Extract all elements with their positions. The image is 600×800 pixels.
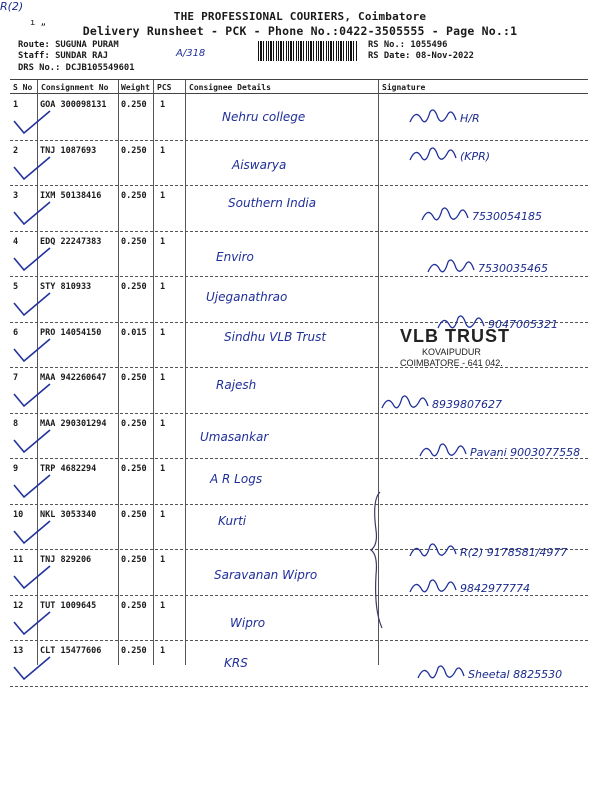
rs-date: RS Date: 08-Nov-2022 <box>368 51 474 61</box>
row-consignment: CLT 15477606 <box>40 646 102 656</box>
row-consignment: TUT 1009645 <box>40 600 97 611</box>
consignee-handwriting: Nehru college <box>222 110 306 124</box>
row-consignment: GOA 300098131 <box>40 100 107 110</box>
drs-number: DRS No.: DCJB105549601 <box>18 63 135 73</box>
row-weight: 0.250 <box>121 464 147 474</box>
check-mark-icon <box>12 109 52 139</box>
row-consignment: NKL 3053340 <box>40 509 97 520</box>
row-weight: 0.250 <box>121 646 147 656</box>
route-label: Route: SUGUNA PURAM <box>18 40 119 50</box>
check-mark-icon <box>12 200 52 230</box>
row-pcs: 1 <box>160 418 166 429</box>
row-pcs: 1 <box>160 555 166 565</box>
page-annotation: A/318 <box>176 48 206 59</box>
signature-scribble-icon <box>420 204 470 226</box>
row-weight: 0.015 <box>121 327 147 338</box>
staff-label: Staff: SUNDAR RAJ <box>18 51 109 61</box>
signature-handwriting: Pavani 9003077558 <box>470 446 581 459</box>
stamp-line2: COIMBATORE - 641 042. <box>400 358 503 368</box>
col-header-consignment: Consignment No <box>41 83 109 92</box>
check-mark-icon <box>12 655 52 685</box>
check-mark-icon <box>12 155 52 185</box>
row-weight: 0.250 <box>121 373 147 383</box>
col-header-sno: S No <box>13 83 33 92</box>
consignee-handwriting: Wipro <box>230 616 266 630</box>
row-sno: 11 <box>13 555 24 565</box>
header-bottom-rule <box>10 93 588 94</box>
check-mark-icon <box>12 519 52 549</box>
row-separator <box>10 686 588 687</box>
check-mark-icon <box>12 610 52 640</box>
row-pcs: 1 <box>160 646 166 656</box>
rs-number: RS No.: 1055496 <box>368 40 448 50</box>
row-sno: 10 <box>13 509 24 520</box>
signature-handwriting: R(2) <box>0 0 24 13</box>
signature-scribble-icon <box>380 392 430 414</box>
row-consignment: PRO 14054150 <box>40 327 102 338</box>
signature-handwriting: 8939807627 <box>432 398 502 411</box>
row-weight: 0.250 <box>121 600 147 611</box>
consignee-handwriting: Southern India <box>228 196 317 210</box>
signature-scribble-icon <box>408 540 458 562</box>
check-mark-icon <box>12 428 52 458</box>
signature-handwriting: R(2) 9178581/4977 <box>460 546 568 559</box>
barcode <box>258 41 358 61</box>
row-pcs: 1 <box>160 509 166 520</box>
row-pcs: 1 <box>160 373 166 383</box>
table-top-rule <box>10 79 588 80</box>
col-header-weight: Weight <box>121 83 150 92</box>
row-pcs: 1 <box>160 327 166 338</box>
consignee-handwriting: Kurti <box>218 514 247 528</box>
row-weight: 0.250 <box>121 509 147 520</box>
row-weight: 0.250 <box>121 100 147 110</box>
row-pcs: 1 <box>160 600 166 611</box>
table-row <box>0 141 600 187</box>
row-sno: 1 <box>13 100 19 110</box>
consignee-handwriting: KRS <box>224 656 248 670</box>
signature-handwriting: (KPR) <box>460 150 491 163</box>
signature-handwriting: 9842977774 <box>460 582 530 595</box>
signature-handwriting: 7530054185 <box>472 210 542 223</box>
consignee-handwriting: Sindhu VLB Trust <box>224 330 327 344</box>
signature-scribble-icon <box>408 576 458 598</box>
check-mark-icon <box>12 473 52 503</box>
row-consignment: STY 810933 <box>40 282 92 292</box>
row-weight: 0.250 <box>121 236 147 247</box>
row-weight: 0.250 <box>121 555 147 565</box>
consignee-handwriting: A R Logs <box>210 472 263 486</box>
row-consignment: MAA 290301294 <box>40 418 107 429</box>
signature-handwriting: 9047005321 <box>488 318 558 331</box>
signature-scribble-icon <box>436 312 486 334</box>
corner-mark: ı „ <box>30 18 46 28</box>
check-mark-icon <box>12 382 52 412</box>
row-weight: 0.250 <box>121 145 147 156</box>
signature-scribble-icon <box>408 144 458 166</box>
row-consignment: MAA 942260647 <box>40 373 107 383</box>
row-pcs: 1 <box>160 236 166 247</box>
row-sno: 13 <box>13 646 24 656</box>
consignee-handwriting: Enviro <box>216 250 254 264</box>
row-consignment: TNJ 829206 <box>40 555 92 565</box>
row-pcs: 1 <box>160 191 166 201</box>
stamp-name: VLB TRUST <box>400 326 510 346</box>
handwritten-bracket <box>368 490 388 630</box>
row-sno: 3 <box>13 191 19 201</box>
row-pcs: 1 <box>160 145 166 156</box>
signature-scribble-icon <box>416 662 466 684</box>
signature-scribble-icon <box>418 440 468 462</box>
row-pcs: 1 <box>160 282 166 292</box>
consignee-handwriting: Rajesh <box>216 378 257 392</box>
consignee-handwriting: Saravanan Wipro <box>214 568 318 582</box>
table-row <box>0 277 600 323</box>
company-title: THE PROFESSIONAL COURIERS, Coimbatore <box>173 10 427 23</box>
consignee-handwriting: Umasankar <box>200 430 269 444</box>
row-pcs: 1 <box>160 100 166 110</box>
signature-scribble-icon <box>408 106 458 128</box>
table-row <box>0 459 600 505</box>
check-mark-icon <box>12 337 52 367</box>
row-consignment: TRP 4682294 <box>40 464 97 474</box>
consignee-handwriting: Aiswarya <box>232 158 287 172</box>
table-row <box>0 596 600 642</box>
table-row <box>0 368 600 414</box>
row-sno: 12 <box>13 600 24 611</box>
col-header-signature: Signature <box>382 83 426 92</box>
row-sno: 8 <box>13 418 19 429</box>
signature-scribble-icon <box>426 256 476 278</box>
row-sno: 4 <box>13 236 19 247</box>
runsheet-subtitle: Delivery Runsheet - PCK - Phone No.:0422-3505555 - Page No.:1 <box>82 24 518 38</box>
row-sno: 2 <box>13 145 19 156</box>
row-consignment: TNJ 1087693 <box>40 145 97 156</box>
check-mark-icon <box>12 564 52 594</box>
col-header-pcs: PCS <box>157 83 172 92</box>
row-consignment: EDQ 22247383 <box>40 236 102 247</box>
row-weight: 0.250 <box>121 282 147 292</box>
stamp-line1: KOVAIPUDUR <box>422 347 481 357</box>
check-mark-icon <box>12 246 52 276</box>
table-row <box>0 505 600 551</box>
check-mark-icon <box>12 291 52 321</box>
row-sno: 6 <box>13 327 19 338</box>
signature-handwriting: H/R <box>460 112 480 125</box>
row-sno: 9 <box>13 464 19 474</box>
row-sno: 7 <box>13 373 19 383</box>
row-pcs: 1 <box>160 464 166 474</box>
signature-handwriting: 7530035465 <box>478 262 548 275</box>
row-weight: 0.250 <box>121 191 147 201</box>
row-weight: 0.250 <box>121 418 147 429</box>
consignee-handwriting: Ujeganathrao <box>206 290 288 304</box>
row-consignment: IXM 50138416 <box>40 191 102 201</box>
col-header-consignee: Consignee Details <box>189 83 271 92</box>
row-sno: 5 <box>13 282 19 292</box>
signature-handwriting: Sheetal 8825530 <box>468 668 563 681</box>
